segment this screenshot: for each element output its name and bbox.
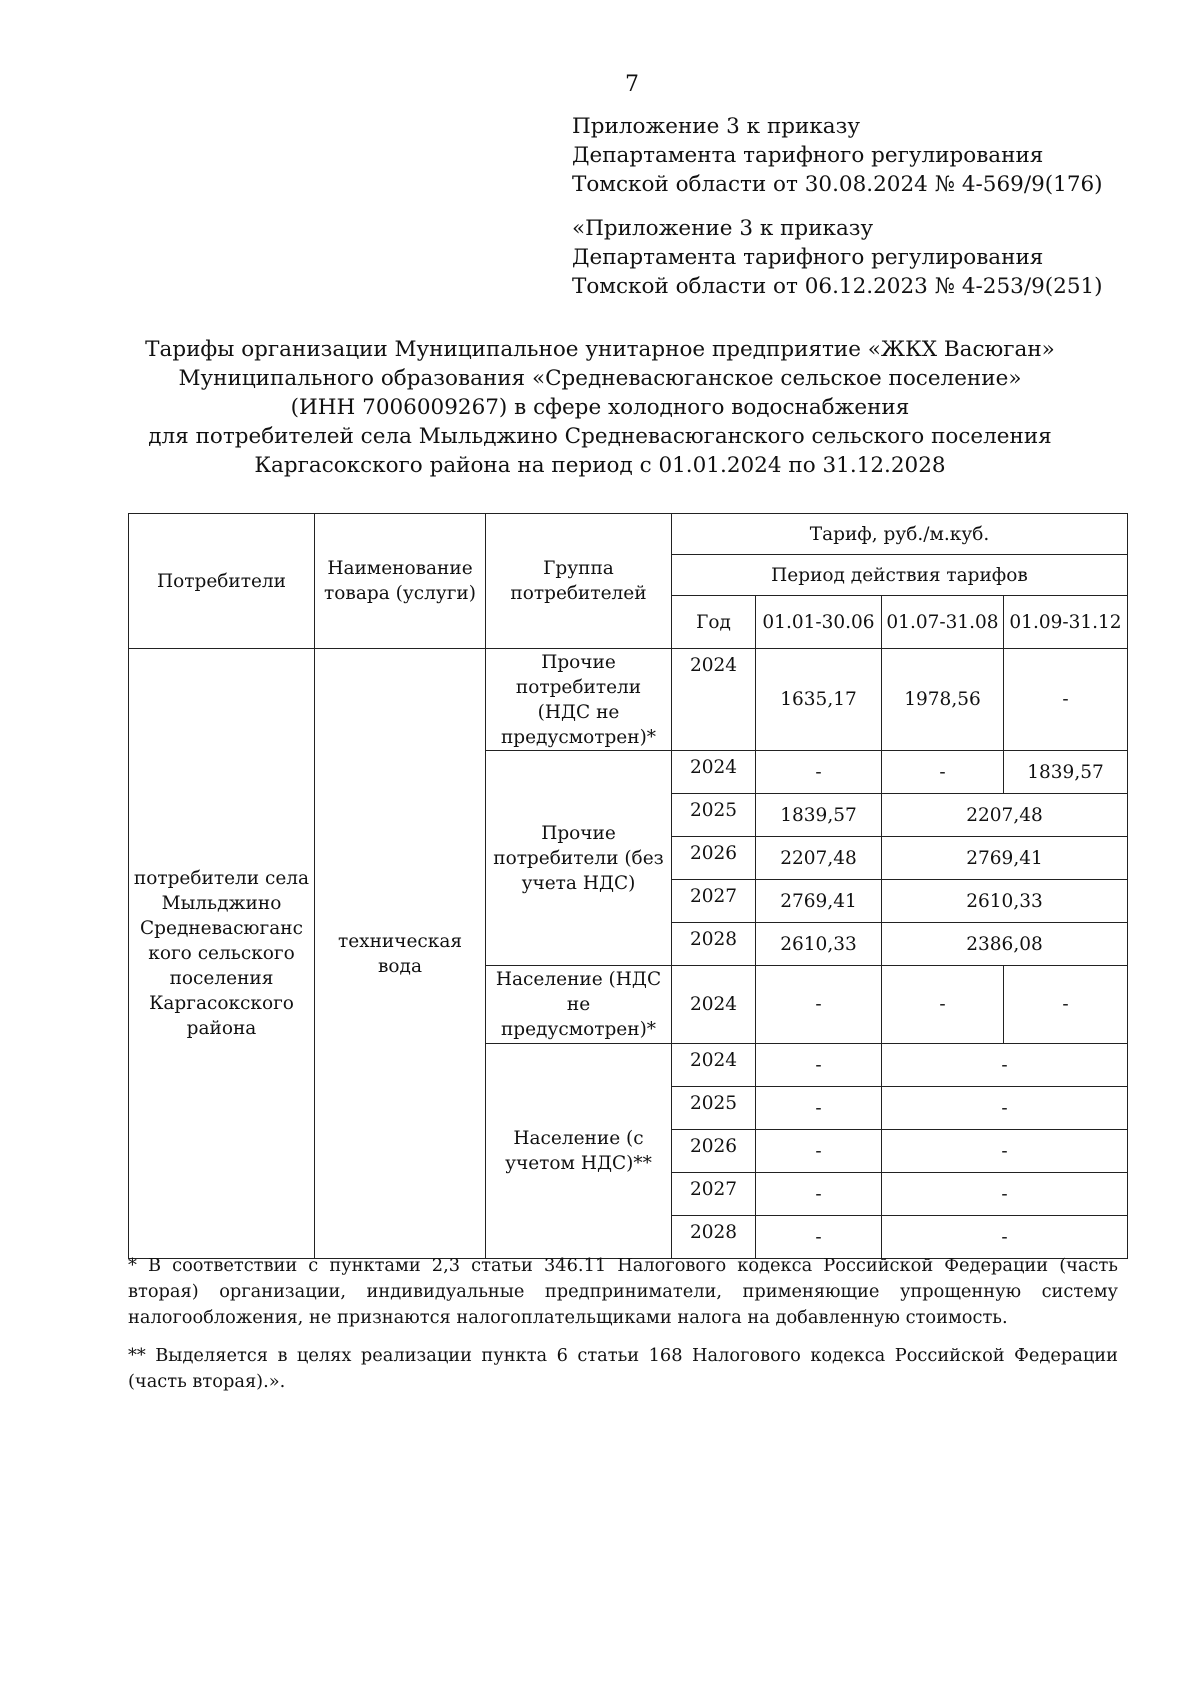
year-cell: 2026 — [672, 1130, 756, 1173]
tariff-cell: - — [756, 1044, 882, 1087]
group-cell: Прочие потребители (без учета НДС) — [486, 751, 672, 966]
tariff-cell: 2207,48 — [882, 794, 1128, 837]
tariff-cell: 1635,17 — [756, 649, 882, 751]
tariff-cell: - — [756, 1130, 882, 1173]
year-cell: 2024 — [672, 1044, 756, 1087]
year-cell: 2028 — [672, 923, 756, 966]
appendix-line: Приложение 3 к приказу — [572, 114, 861, 139]
title-line: (ИНН 7006009267) в сфере холодного водоснабжения — [290, 395, 910, 420]
header-tariff: Тариф, руб./м.куб. — [672, 514, 1128, 555]
appendix-line: Томской области от 30.08.2024 № 4-569/9(176) — [572, 172, 1103, 197]
header-period-1: 01.01-30.06 — [756, 596, 882, 649]
year-cell: 2024 — [672, 751, 756, 794]
appendix-current — [572, 112, 1103, 199]
tariff-cell: - — [756, 1087, 882, 1130]
tariff-cell: - — [756, 1216, 882, 1259]
header-period-2: 01.07-31.08 — [882, 596, 1004, 649]
title-line: Тарифы организации Муниципальное унитарное предприятие «ЖКХ Васюган» — [145, 337, 1055, 362]
page-number: 7 — [625, 72, 639, 97]
header-consumers: Потребители — [129, 514, 315, 649]
document-title — [100, 335, 1100, 480]
appendix-line: Томской области от 06.12.2023 № 4-253/9(251) — [572, 274, 1103, 299]
header-group: Группа потребителей — [486, 514, 672, 649]
tariff-cell: 1978,56 — [882, 649, 1004, 751]
tariff-cell: 1839,57 — [756, 794, 882, 837]
group-cell: Прочие потребители (НДС не предусмотрен)* — [486, 649, 672, 751]
tariff-cell: 2610,33 — [882, 880, 1128, 923]
appendix-line: Департамента тарифного регулирования — [572, 143, 1044, 168]
year-cell: 2028 — [672, 1216, 756, 1259]
footnote-vat-included: ** Выделяется в целях реализации пункта 6 статьи 168 Налогового кодекса Российской Федерации (часть вторая).». — [128, 1345, 1118, 1392]
table-row — [129, 649, 1128, 751]
tariff-cell: 2769,41 — [882, 837, 1128, 880]
tariff-cell: - — [756, 1173, 882, 1216]
tariff-cell: - — [882, 1173, 1128, 1216]
tariff-cell: - — [882, 966, 1004, 1044]
tariff-cell: - — [756, 751, 882, 794]
year-cell: 2027 — [672, 1173, 756, 1216]
tariff-cell: - — [882, 1130, 1128, 1173]
year-cell: 2024 — [672, 649, 756, 751]
title-line: Муниципального образования «Средневасюганское сельское поселение» — [178, 366, 1022, 391]
tariff-cell: - — [882, 1087, 1128, 1130]
header-product: Наименование товара (услуги) — [315, 514, 486, 649]
title-line: Каргасокского района на период с 01.01.2024 по 31.12.2028 — [254, 453, 946, 478]
tariff-cell: 2207,48 — [756, 837, 882, 880]
year-cell: 2024 — [672, 966, 756, 1044]
appendix-line: Департамента тарифного регулирования — [572, 245, 1044, 270]
group-cell: Население (с учетом НДС)** — [486, 1044, 672, 1259]
tariff-cell: - — [882, 751, 1004, 794]
header-row — [129, 514, 1128, 555]
header-period: Период действия тарифов — [672, 555, 1128, 596]
year-cell: 2026 — [672, 837, 756, 880]
appendix-line: «Приложение 3 к приказу — [572, 216, 874, 241]
appendix-previous — [572, 214, 1103, 301]
footnote-vat-exempt: * В соответствии с пунктами 2,3 статьи 346.11 Налогового кодекса Российской Федерации (часть вторая) организации, индивидуальные предприниматели, применяющие упрощенную систему налогообложения, не признаются налогоплательщиками налога на добавленную стоимость. — [128, 1255, 1118, 1328]
group-cell: Население (НДС не предусмотрен)* — [486, 966, 672, 1044]
tariff-cell: 2386,08 — [882, 923, 1128, 966]
consumers-cell: потребители села Мыльджино Средневасюганс кого сельского поселения Каргасокского района — [129, 649, 315, 1259]
title-line: для потребителей села Мыльджино Средневасюганского сельского поселения — [148, 424, 1052, 449]
header-year: Год — [672, 596, 756, 649]
tariff-cell: 1839,57 — [1004, 751, 1128, 794]
tariff-cell: - — [882, 1044, 1128, 1087]
tariff-cell: - — [756, 966, 882, 1044]
tariff-cell: 2769,41 — [756, 880, 882, 923]
year-cell: 2025 — [672, 1087, 756, 1130]
header-period-3: 01.09-31.12 — [1004, 596, 1128, 649]
tariff-cell: - — [1004, 649, 1128, 751]
tariff-cell: - — [882, 1216, 1128, 1259]
tariff-cell: - — [1004, 966, 1128, 1044]
tariff-cell: 2610,33 — [756, 923, 882, 966]
tariff-table — [128, 513, 1128, 1259]
product-cell: техническая вода — [315, 649, 486, 1259]
year-cell: 2025 — [672, 794, 756, 837]
year-cell: 2027 — [672, 880, 756, 923]
